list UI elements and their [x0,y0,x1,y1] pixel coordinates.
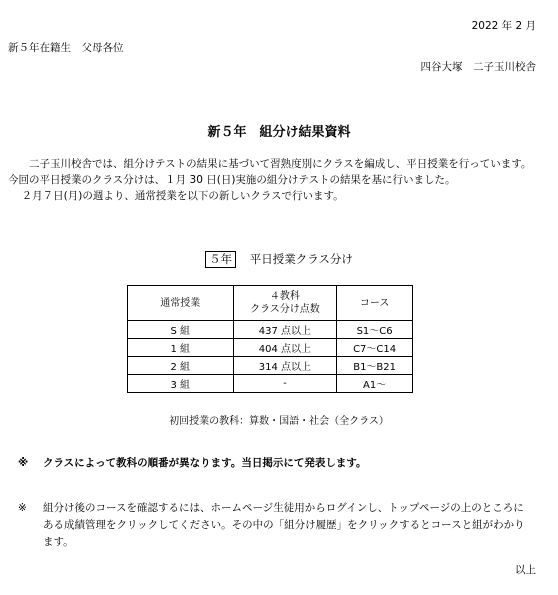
recipient-line: 新５年在籍生 父母各位 [8,42,124,54]
header-score-line1: ４教科 [269,291,300,302]
note-text: クラスによって教科の順番が異なります。当日掲示にて発表します。 [43,457,367,469]
table-row [128,339,413,357]
cell-score: 314 点以上 [233,357,337,375]
document-title: 新５年 組分け結果資料 [207,125,351,140]
intro-text-1: 二子玉川校舎では、組分けテストの結果に基づいて習熟度別にクラスを編成し、平日授業を行っています。今回の平日授業のクラス分けは、１月 30 日(日)実施の組分けテストの結果を基に行いました。 [8,158,532,186]
header-course: コース [337,286,413,321]
cell-class: 1 組 [128,339,234,357]
header-score-line2: クラス分け点数 [250,304,320,315]
header-score [233,286,337,321]
cell-course: B1～B21 [337,357,413,375]
header-class: 通常授業 [128,286,234,321]
closing-text: 以上 [515,564,536,576]
note-text: 組分け後のコースを確認するには、ホームページ生徒用からログインし、トップページの上のところにある成績管理をクリックしてください。その中の「組分け履歴」をクリックするとコースと組がわかります。 [43,502,525,548]
section-heading [0,251,558,268]
grade-box: ５年 [205,251,236,268]
intro-paragraph [8,156,538,204]
section-heading-text: 平日授業クラス分け [249,252,353,266]
table-row [128,321,413,339]
sender-line: 四谷大塚 二子玉川校舎 [420,61,536,73]
document-date: 2022 年 2 月 [471,20,536,32]
cell-class: 3 組 [128,375,234,393]
cell-course: C7～C14 [337,339,413,357]
table-row [128,357,413,375]
cell-score: 404 点以上 [233,339,337,357]
note-mark: ※ [18,502,27,514]
note-class-order [8,455,533,472]
cell-class: S 組 [128,321,234,339]
cell-course: A1～ [337,375,413,393]
subjects-note: 初回授業の教科：算数・国語・社会（全クラス） [169,416,389,427]
table-header-row [128,286,413,321]
note-course-check [8,500,533,551]
class-assignment-table [127,285,413,393]
table-row [128,375,413,393]
cell-score: 437 点以上 [233,321,337,339]
cell-class: 2 組 [128,357,234,375]
cell-course: S1～C6 [337,321,413,339]
cell-score: - [233,375,337,393]
intro-text-2: ２月７日(月)の週より、通常授業を以下の新しいクラスで行います。 [21,190,344,202]
note-mark: ※ [18,457,29,469]
